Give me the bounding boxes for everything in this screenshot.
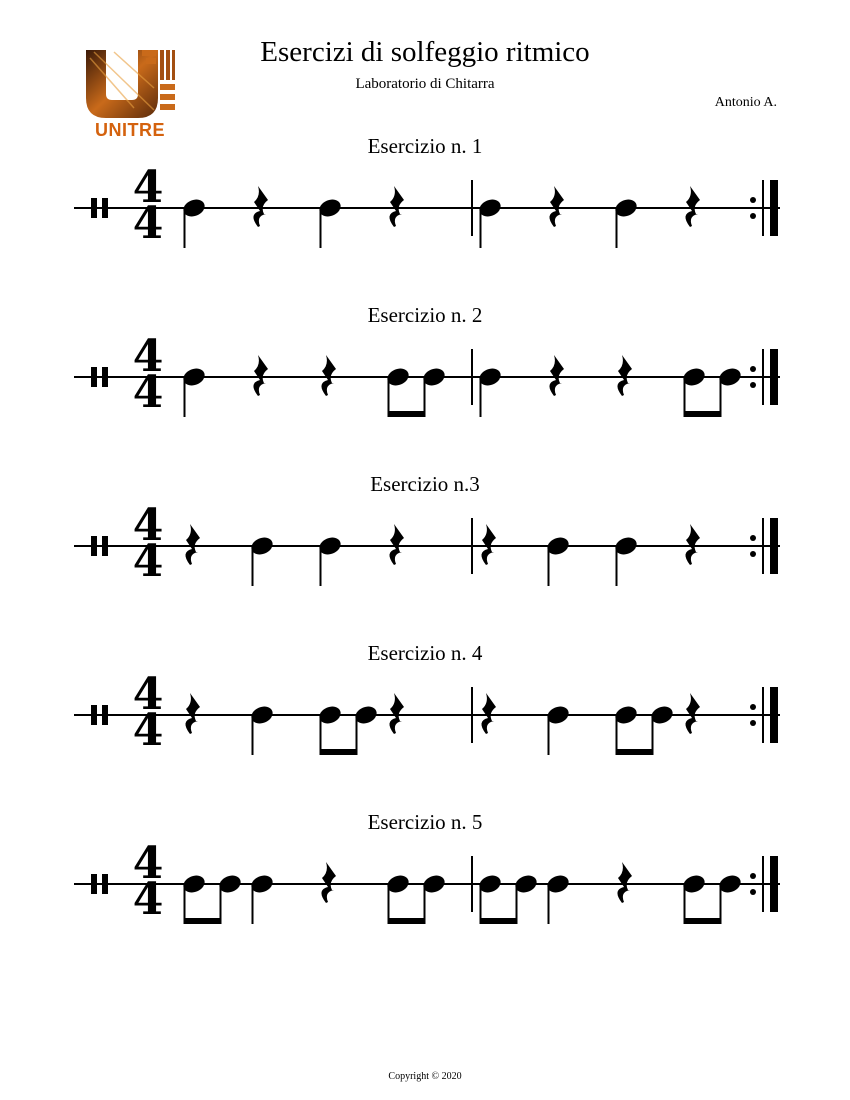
quarter-rest xyxy=(481,524,496,565)
note-stem xyxy=(320,546,322,586)
barline-thin xyxy=(762,349,764,405)
percussion-clef xyxy=(102,367,108,387)
repeat-dot xyxy=(750,873,756,879)
note-stem xyxy=(548,546,550,586)
time-signature-denominator: 4 xyxy=(132,198,164,249)
quarter-rest xyxy=(685,693,700,734)
barline-thin xyxy=(762,856,764,912)
quarter-rest xyxy=(185,693,200,734)
percussion-clef xyxy=(91,367,97,387)
percussion-clef xyxy=(91,874,97,894)
quarter-rest xyxy=(481,693,496,734)
eighth-beam xyxy=(616,749,654,755)
eighth-beam xyxy=(684,918,722,924)
quarter-rest xyxy=(321,355,336,396)
quarter-rest xyxy=(389,186,404,227)
quarter-rest xyxy=(685,186,700,227)
time-signature-numerator: 4 xyxy=(132,162,164,213)
note-stem xyxy=(480,377,482,417)
repeat-dot xyxy=(750,535,756,541)
time-signature-denominator: 4 xyxy=(132,874,164,925)
repeat-dot xyxy=(750,366,756,372)
eighth-beam xyxy=(320,749,358,755)
barline-thick xyxy=(770,180,778,236)
exercise-title-4: Esercizio n. 4 xyxy=(367,641,483,665)
composer-name: Antonio A. xyxy=(714,95,777,110)
quarter-rest xyxy=(185,524,200,565)
barline xyxy=(471,180,473,236)
copyright: Copyright © 2020 xyxy=(388,1071,462,1082)
note-stem xyxy=(320,208,322,248)
eighth-beam xyxy=(184,918,222,924)
exercise-title-3: Esercizio n.3 xyxy=(370,472,480,496)
staff-line xyxy=(74,207,780,209)
barline-thin xyxy=(762,180,764,236)
percussion-clef xyxy=(102,198,108,218)
note-stem xyxy=(616,546,618,586)
percussion-clef xyxy=(102,874,108,894)
staff-exercise-4 xyxy=(0,655,850,775)
barline xyxy=(471,687,473,743)
repeat-dot xyxy=(750,889,756,895)
note-stem xyxy=(480,208,482,248)
quarter-rest xyxy=(389,524,404,565)
time-signature-numerator: 4 xyxy=(132,669,164,720)
percussion-clef xyxy=(102,536,108,556)
page-title: Esercizi di solfeggio ritmico xyxy=(260,36,590,68)
page-subtitle: Laboratorio di Chitarra xyxy=(355,76,495,92)
barline-thick xyxy=(770,518,778,574)
repeat-dot xyxy=(750,197,756,203)
note-stem xyxy=(548,884,550,924)
repeat-dot xyxy=(750,213,756,219)
repeat-dot xyxy=(750,551,756,557)
note-stem xyxy=(184,377,186,417)
quarter-rest xyxy=(253,355,268,396)
quarter-rest xyxy=(321,862,336,903)
time-signature-numerator: 4 xyxy=(132,500,164,551)
eighth-beam xyxy=(684,411,722,417)
quarter-rest xyxy=(549,186,564,227)
note-stem xyxy=(548,715,550,755)
barline xyxy=(471,856,473,912)
eighth-beam xyxy=(480,918,518,924)
staff-exercise-3 xyxy=(0,486,850,606)
exercise-title-5: Esercizio n. 5 xyxy=(367,810,483,834)
staff-line xyxy=(74,545,780,547)
percussion-clef xyxy=(91,705,97,725)
note-stem xyxy=(616,208,618,248)
quarter-rest xyxy=(617,355,632,396)
quarter-rest xyxy=(253,186,268,227)
note-stem xyxy=(184,208,186,248)
barline-thin xyxy=(762,518,764,574)
time-signature-denominator: 4 xyxy=(132,705,164,756)
note-stem xyxy=(252,884,254,924)
repeat-dot xyxy=(750,704,756,710)
time-signature-numerator: 4 xyxy=(132,838,164,889)
logo-text: UNITRE xyxy=(95,120,165,140)
percussion-clef xyxy=(91,536,97,556)
barline-thick xyxy=(770,687,778,743)
staff-line xyxy=(74,714,780,716)
quarter-rest xyxy=(685,524,700,565)
time-signature-numerator: 4 xyxy=(132,331,164,382)
time-signature-denominator: 4 xyxy=(132,367,164,418)
staff-exercise-1 xyxy=(0,148,850,268)
time-signature-denominator: 4 xyxy=(132,536,164,587)
quarter-rest xyxy=(549,355,564,396)
eighth-beam xyxy=(388,918,426,924)
eighth-beam xyxy=(388,411,426,417)
staff-exercise-2 xyxy=(0,317,850,437)
note-stem xyxy=(252,546,254,586)
barline xyxy=(471,349,473,405)
barline xyxy=(471,518,473,574)
percussion-clef xyxy=(91,198,97,218)
note-stem xyxy=(252,715,254,755)
barline-thick xyxy=(770,856,778,912)
quarter-rest xyxy=(389,693,404,734)
staff-exercise-5 xyxy=(0,824,850,944)
repeat-dot xyxy=(750,720,756,726)
barline-thin xyxy=(762,687,764,743)
exercise-title-1: Esercizio n. 1 xyxy=(367,134,483,158)
barline-thick xyxy=(770,349,778,405)
quarter-rest xyxy=(617,862,632,903)
exercise-title-2: Esercizio n. 2 xyxy=(367,303,483,327)
percussion-clef xyxy=(102,705,108,725)
repeat-dot xyxy=(750,382,756,388)
